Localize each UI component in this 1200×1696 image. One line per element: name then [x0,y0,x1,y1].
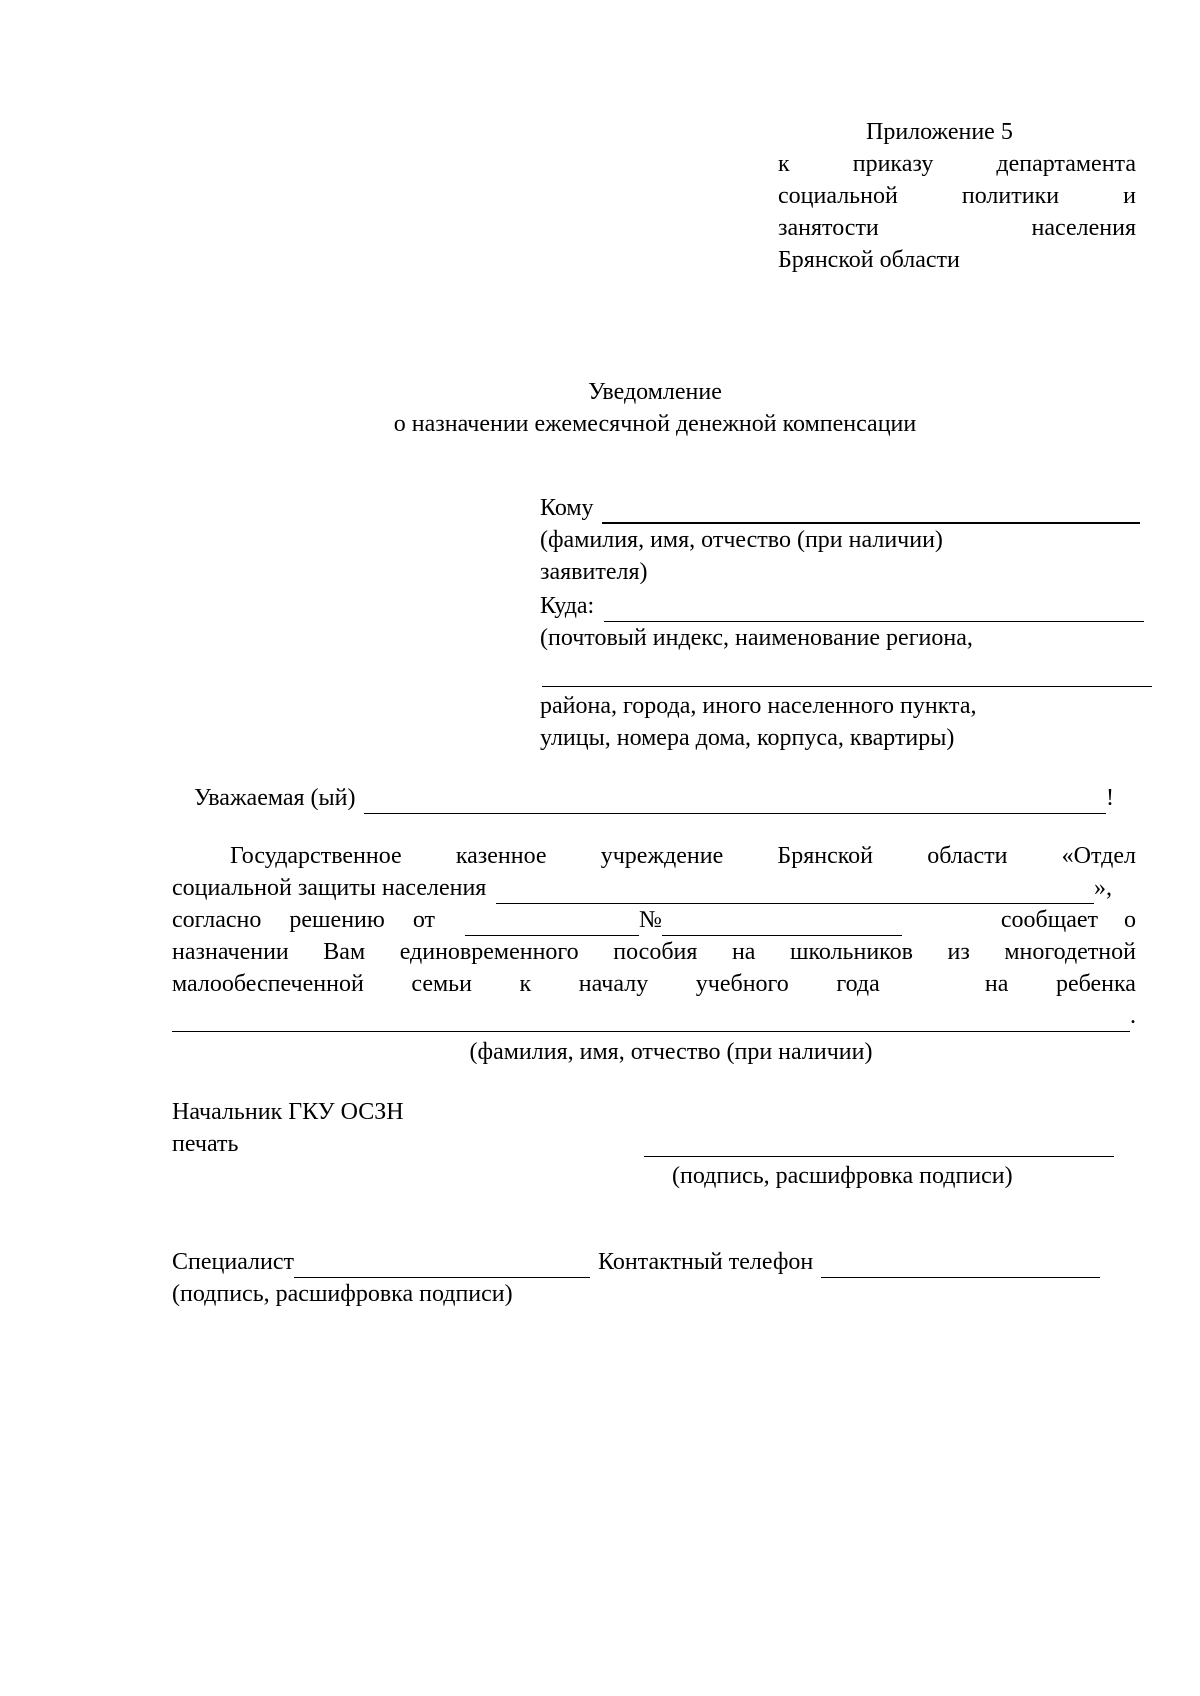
phone-field[interactable] [821,1253,1100,1278]
body-word: от [412,907,435,933]
body-word: семьи [411,971,472,997]
body-word: на [984,971,1009,997]
body-word: на [731,939,756,965]
head-signature-hint: (подпись, расшифровка подписи) [672,1163,1013,1189]
body-word: решению [289,907,385,933]
recipient-where-line [540,590,1144,622]
body-word: к [519,971,532,997]
body-word: года [836,971,880,997]
body-word: единовременного [399,939,579,965]
document-subtitle: о назначении ежемесячной денежной компенсации [393,411,917,437]
body-word: из [947,939,970,965]
body-line-2-end: », [1094,875,1112,901]
child-name-field[interactable] [172,1007,1130,1032]
recipient-to-field[interactable] [602,498,1140,524]
greeting-label: Уважаемая (ый) [194,785,356,811]
number-sign: № [638,907,662,933]
body-word: учебного [695,971,789,997]
head-signature-field[interactable] [644,1156,1114,1157]
specialist-signature-field[interactable] [294,1253,590,1278]
body-line-5 [172,968,1136,1000]
recipient-to-label: Кому [540,495,594,521]
body-word: Государственное [230,843,402,869]
body-word: сообщает [1000,907,1098,933]
body-word: малообеспеченной [172,971,364,997]
body-word: казенное [455,843,547,869]
body-word: учреждение [600,843,724,869]
body-word: школьников [789,939,913,965]
appendix-word: социальной [778,183,898,209]
body-line-2-start: социальной защиты населения [172,875,487,901]
appendix-line-4: Брянской области [778,247,960,273]
appendix-word: населения [1031,215,1136,241]
stamp-label: печать [172,1131,239,1157]
body-word: о [1124,907,1136,933]
appendix-word: политики [961,183,1060,209]
appendix-word: департамента [996,151,1136,177]
recipient-where-hint-2: района, города, иного населенного пункта, [540,693,977,719]
appendix-word: к [778,151,790,177]
specialist-line [172,1246,1100,1278]
body-word: пособия [613,939,698,965]
recipient-address-field[interactable] [542,686,1152,687]
decision-date-field[interactable] [465,911,639,936]
appendix-word: и [1123,183,1136,209]
appendix-title: Приложение 5 [866,119,1013,145]
body-word: ребенка [1055,971,1136,997]
head-title: Начальник ГКУ ОСЗН [172,1099,404,1125]
appendix-line-2 [778,180,1136,212]
recipient-where-hint-1: (почтовый индекс, наименование региона, [540,625,973,651]
body-word: области [927,843,1008,869]
body-line-2 [172,872,1112,904]
body-line-1 [230,840,1136,872]
body-line-6-end: . [1130,1003,1136,1029]
recipient-where-label: Куда: [540,593,595,619]
recipient-to-hint-2: заявителя) [540,559,648,585]
appendix-word: приказу [852,151,934,177]
specialist-label: Специалист [172,1249,295,1275]
body-line-6 [172,1000,1136,1032]
appendix-word: занятости [778,215,879,241]
body-word: Вам [323,939,366,965]
recipient-where-field[interactable] [604,597,1144,622]
decision-number-field[interactable] [662,911,902,936]
body-word: началу [578,971,649,997]
greeting-name-field[interactable] [364,789,1106,814]
recipient-to-hint-1: (фамилия, имя, отчество (при наличии) [540,527,943,553]
body-word: Брянской [777,843,874,869]
body-line-4 [172,936,1136,968]
body-word: назначении [172,939,289,965]
recipient-to-line [540,492,1140,524]
body-word: согласно [172,907,262,933]
body-word: многодетной [1004,939,1136,965]
phone-label: Контактный телефон [598,1249,814,1275]
appendix-line-3 [778,212,1136,244]
specialist-signature-hint: (подпись, расшифровка подписи) [172,1281,513,1307]
recipient-where-hint-3: улицы, номера дома, корпуса, квартиры) [540,725,955,751]
greeting-end: ! [1106,785,1114,811]
child-name-hint: (фамилия, имя, отчество (при наличии) [469,1039,873,1065]
greeting-line [194,782,1114,814]
appendix-line-1 [778,148,1136,180]
body-word: «Отдел [1061,843,1136,869]
document-title: Уведомление [588,379,722,405]
department-name-field[interactable] [496,879,1094,904]
body-line-3 [172,904,1136,936]
